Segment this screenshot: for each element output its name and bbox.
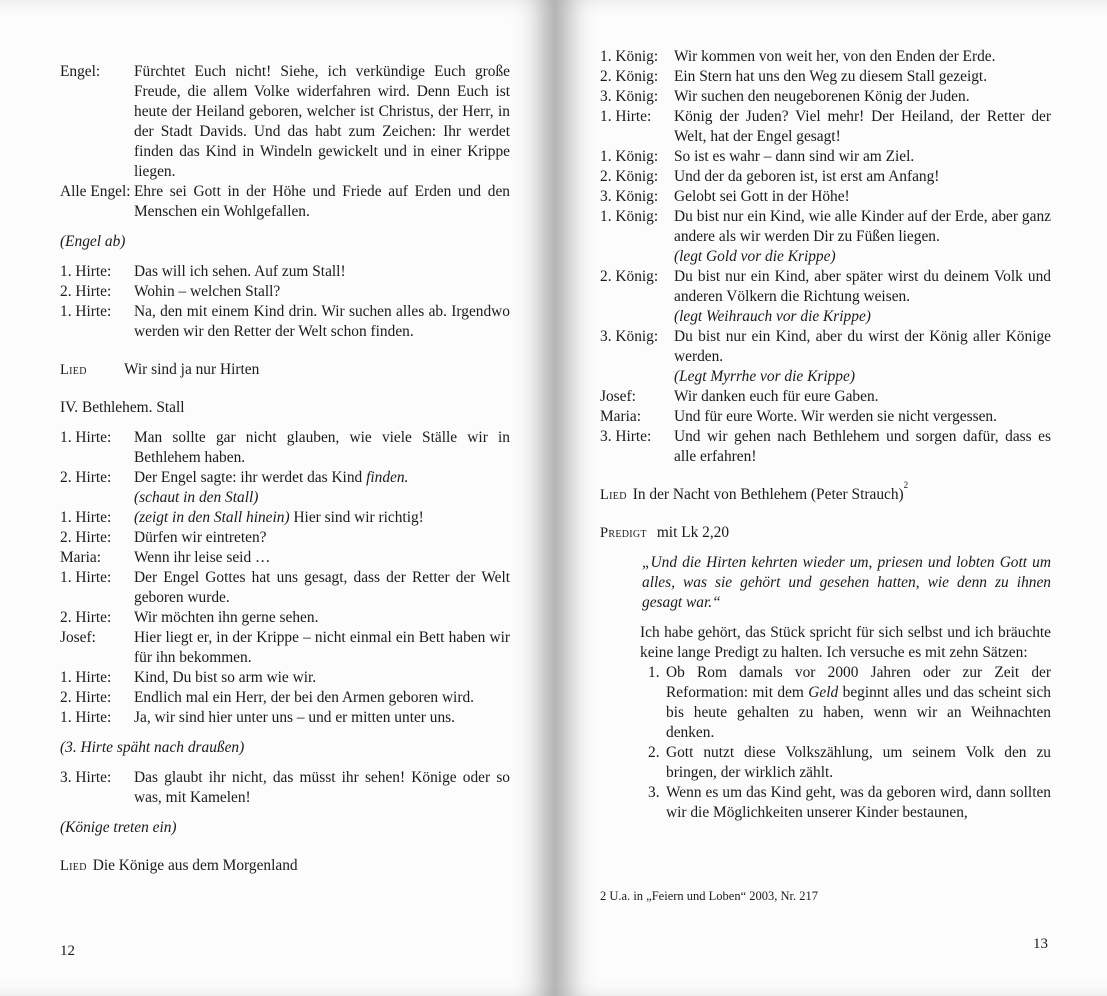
dialogue-line [60,282,510,302]
dialogue-line [60,708,510,728]
line-text-part: Das glaubt ihr nicht, das müsst ihr sehen! Könige oder so was, mit Kamelen! [134,769,510,806]
sermon-reference: mit Lk 2,20 [656,524,730,541]
speaker: 2. König: [600,268,659,285]
line-text [134,768,510,808]
speaker: Josef: [600,388,636,405]
line-text [674,207,1051,267]
dialogue-line [60,768,510,808]
speaker: 1. König: [600,148,659,165]
line-text-part: Na, den mit einem Kind drin. Wir suchen alles ab. Irgendwo werden wir den Retter der Welt schon finden. [134,303,510,340]
sermon-list [600,663,1051,823]
dialogue-line [60,262,510,282]
speaker: 3. König: [600,88,659,105]
speaker: 1. Hirte: [60,429,112,446]
speaker: 3. Hirte: [600,428,652,445]
line-text-part: Wir danken euch für eure Gaben. [674,388,879,405]
list-number: 2. [648,744,660,761]
speaker: 1. Hirte: [60,303,112,320]
line-text [134,428,510,468]
line-text-part: Wohin – welchen Stall? [134,283,281,300]
list-item [648,743,1051,783]
line-text-part: Und wir gehen nach Bethlehem und sorgen dafür, dass es alle erfahren! [674,428,1051,465]
list-text [666,783,1051,823]
line-text-part: Das will ich sehen. Auf zum Stall! [134,263,346,280]
speaker: 1. Hirte: [60,569,112,586]
stage-direction: (Könige treten ein) [60,819,177,836]
line-text [674,427,1051,467]
speaker: 3. Hirte: [60,769,112,786]
song-line [60,360,510,380]
dialogue-line [600,87,1051,107]
stage-direction: (Legt Myrrhe vor die Krippe) [674,368,855,385]
stage-direction: (schaut in den Stall) [134,489,259,506]
line-text-part: Du bist nur ein Kind, aber später wirst du deinem Volk und anderen Völkern die Richtung weisen. [674,268,1051,305]
list-text [666,743,1051,783]
sermon-line [600,523,1051,543]
dialogue-line [600,167,1051,187]
line-text-part: Hier sind wir richtig! [289,509,424,526]
stage-direction: (legt Gold vor die Krippe) [674,248,836,265]
line-text [674,327,1051,387]
dialogue-line [60,508,510,528]
line-text [134,688,510,708]
line-text [674,387,1051,407]
list-number: 3. [648,784,660,801]
speaker: 2. Hirte: [60,609,112,626]
line-text [134,282,510,302]
emphasis: finden. [366,469,409,486]
speaker: 3. König: [600,188,659,205]
stage-direction: (Engel ab) [60,233,126,250]
sermon-paragraph: Ich habe gehört, das Stück spricht für sich selbst und ich bräuchte keine lange Predigt zu halten. Ich versuche es mit zehn Sätzen: [640,624,1051,661]
line-text [674,187,1051,207]
song-line [60,856,510,876]
dialogue-line [600,207,1051,267]
line-text [674,167,1051,187]
speaker: Alle Engel: [60,183,131,200]
line-text-part: Ehre sei Gott in der Höhe und Friede auf Erden und den Menschen ein Wohlgefallen. [134,183,510,220]
line-text-part: Der Engel Gottes hat uns gesagt, dass der Retter der Welt geboren wurde. [134,569,510,606]
dialogue-line [600,327,1051,387]
speaker: 1. Hirte: [600,108,652,125]
speaker: 3. König: [600,328,659,345]
dialogue-line [60,608,510,628]
speaker: 2. König: [600,168,659,185]
page-number: 13 [1033,936,1048,952]
dialogue-line [60,568,510,608]
speaker: 1. König: [600,208,659,225]
line-text-part: So ist es wahr – dann sind wir am Ziel. [674,148,915,165]
line-text [134,262,510,282]
line-text-part: König der Juden? Viel mehr! Der Heiland, der Retter der Welt, hat der Engel gesagt! [674,108,1051,145]
song-label: Lied [60,362,87,378]
line-text [134,468,510,508]
song-label: Lied [60,858,87,874]
right-page [555,0,1107,996]
speaker: 2. Hirte: [60,283,112,300]
dialogue-line [60,62,510,182]
line-text [134,302,510,342]
song-title: Die Könige aus dem Morgenland [92,857,298,874]
speaker: 1. König: [600,48,659,65]
line-text-part: Der Engel sagte: ihr werdet das Kind [134,469,367,486]
line-text [134,548,510,568]
dialogue-line [600,107,1051,147]
speaker: Maria: [600,408,642,425]
dialogue-line [60,628,510,668]
speaker: 2. Hirte: [60,689,112,706]
dialogue-line [600,187,1051,207]
stage-direction: (3. Hirte späht nach draußen) [60,739,245,756]
speaker: 2. Hirte: [60,469,112,486]
speaker: Josef: [60,629,96,646]
list-text-part: Ob Rom damals vor 2000 Jahren oder zur Zeit der Reformation: mit dem [666,664,1051,701]
line-text [674,47,1051,67]
line-text [134,668,510,688]
line-text [134,182,510,222]
line-text [674,87,1051,107]
line-text [134,62,510,182]
line-text-part: Endlich mal ein Herr, der bei den Armen geboren wird. [134,689,474,706]
sermon-label: Predigt [600,525,647,541]
list-text-part: Gott nutzt diese Volkszählung, um seinem Volk den zu bringen, der wirklich zählt. [666,744,1051,781]
dialogue-line [600,147,1051,167]
list-item [648,663,1051,743]
bible-quote: „Und die Hirten kehrten wieder um, priesen und lobten Gott um alles, was sie gehört und gesehen hatten, wie denn zu ihnen gesagt war.“ [642,554,1051,611]
song-line [600,480,1051,505]
right-column [600,47,1051,823]
line-text [674,107,1051,147]
line-text-part: Kind, Du bist so arm wie wir. [134,669,317,686]
song-label: Lied [600,487,627,503]
line-text-part: Ja, wir sind hier unter uns – und er mitten unter uns. [134,709,456,726]
line-text [674,67,1051,87]
line-text-part: Und für eure Worte. Wir werden sie nicht vergessen. [674,408,997,425]
speaker: 2. König: [600,68,659,85]
line-text [134,508,510,528]
line-text-part: Dürfen wir eintreten? [134,529,267,546]
line-text [134,708,510,728]
line-text [134,608,510,628]
line-text [134,528,510,548]
line-text-part: Ein Stern hat uns den Weg zu diesem Stall gezeigt. [674,68,988,85]
line-text [674,267,1051,327]
dialogue-line [600,67,1051,87]
dialogue-line [60,428,510,468]
speaker: 2. Hirte: [60,529,112,546]
dialogue-line [60,668,510,688]
speaker: Engel: [60,63,101,80]
line-text-part: Wir suchen den neugeborenen König der Juden. [674,88,970,105]
line-text [674,407,1051,427]
list-text-part: Wenn es um das Kind geht, was da geboren wird, dann sollten wir die Möglichkeiten unserer Kinder bestaunen, [666,784,1051,821]
dialogue-line [600,407,1051,427]
line-text-part: Wir möchten ihn gerne sehen. [134,609,319,626]
speaker: 1. Hirte: [60,669,112,686]
emphasis: Geld [808,684,839,701]
list-text [666,663,1051,743]
line-text [674,147,1051,167]
list-text-part: beginnt alles und das scheint sich bis heute gehalten zu haben, wenn wir an Weihnachten denken. [666,684,1051,741]
list-item [648,783,1051,823]
scene-heading: IV. Bethlehem. Stall [60,399,185,416]
dialogue-line [60,468,510,508]
dialogue-line [60,548,510,568]
dialogue-line [600,47,1051,67]
song-title: Wir sind ja nur Hirten [124,361,260,378]
list-number: 1. [648,664,660,681]
line-text-part: Du bist nur ein Kind, aber du wirst der König aller Könige werden. [674,328,1051,365]
page-number: 12 [60,943,75,959]
line-text-part: Gelobt sei Gott in der Höhe! [674,188,850,205]
stage-direction: (legt Weihrauch vor die Krippe) [674,308,871,325]
line-text-part: Wir kommen von weit her, von den Enden der Erde. [674,48,996,65]
dialogue-line [600,427,1051,467]
dialogue-line [600,267,1051,327]
line-text-part: Du bist nur ein Kind, wie alle Kinder auf der Erde, aber ganz andere als wir werden Dir zu Füßen liegen. [674,208,1051,245]
line-text-part: Und der da geboren ist, ist erst am Anfang! [674,168,940,185]
dialogue-line [60,528,510,548]
dialogue-line [600,387,1051,407]
speaker: Maria: [60,549,102,566]
footnote-marker: 2 [903,480,909,490]
speaker: 1. Hirte: [60,509,112,526]
speaker: 1. Hirte: [60,263,112,280]
song-title: In der Nacht von Bethlehem (Peter Strauch) [632,486,904,503]
line-text-part: Wenn ihr leise seid … [134,549,271,566]
dialogue-line [60,182,510,222]
line-text [134,628,510,668]
speaker: 1. Hirte: [60,709,112,726]
dialogue-line [60,688,510,708]
stage-direction: (zeigt in den Stall hinein) [134,509,290,526]
line-text-part: Fürchtet Euch nicht! Siehe, ich verkündige Euch große Freude, die allem Volke widerfahren wird. Denn Euch ist heute der Heiland geboren, welcher ist Christus, der Herr, in der Stadt Davids. Und das habt zum Zeichen: Ihr werdet finden das Kind in Windeln gewickelt und in einer Krippe liegen. [134,63,510,180]
footnote: 2 U.a. in „Feiern und Loben“ 2003, Nr. 217 [600,889,819,903]
line-text [134,568,510,608]
line-text-part: Hier liegt er, in der Krippe – nicht einmal ein Bett haben wir für ihn bekommen. [134,629,510,666]
line-text-part: Man sollte gar nicht glauben, wie viele Ställe wir in Bethlehem haben. [134,429,510,466]
left-column [60,62,510,876]
dialogue-line [60,302,510,342]
